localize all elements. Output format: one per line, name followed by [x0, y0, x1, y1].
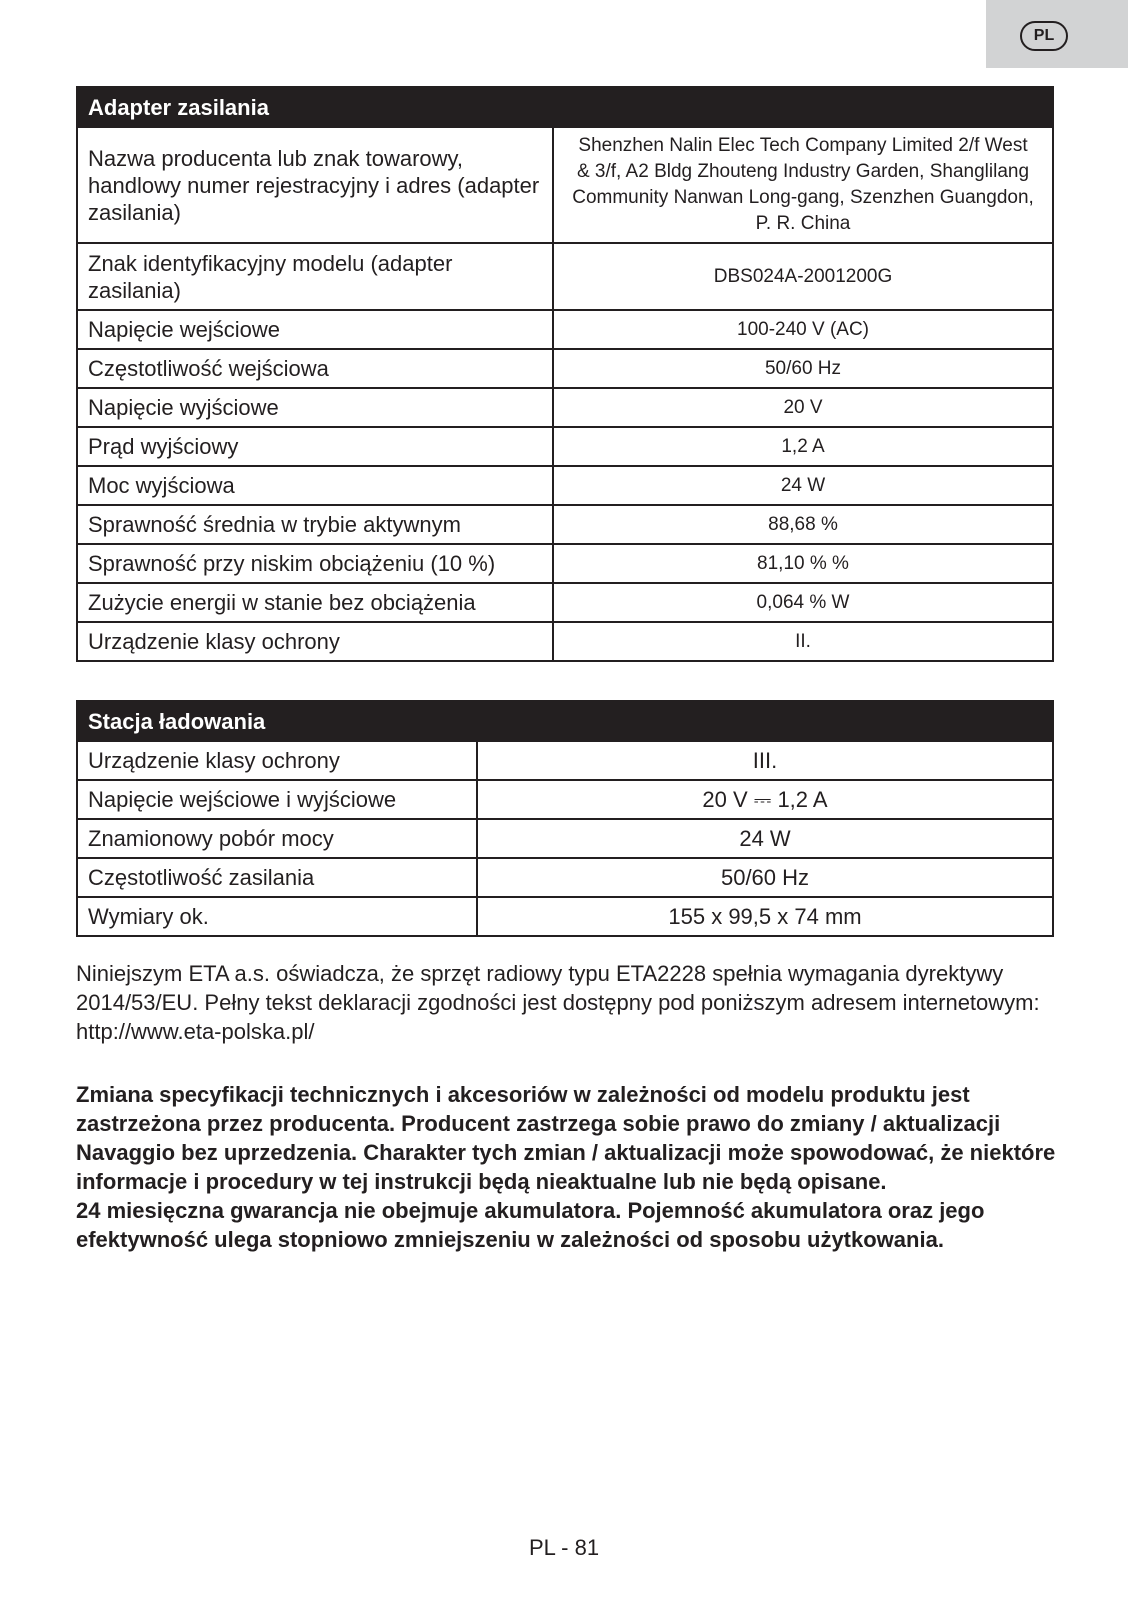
- page-number: PL - 81: [528, 1535, 600, 1560]
- spec-label: Napięcie wejściowe i wyjściowe: [77, 780, 477, 819]
- adapter-table-title: Adapter zasilania: [77, 87, 1053, 127]
- spec-value: III.: [477, 741, 1053, 780]
- notice-block: [76, 1080, 1056, 1254]
- charging-station-spec-table: [76, 700, 1054, 937]
- spec-value: 1,2 A: [553, 427, 1053, 466]
- spec-label: Nazwa producenta lub znak towarowy, handlowy numer rejestracyjny i adres (adapter zasilania): [77, 127, 553, 243]
- table-row: [77, 819, 1053, 858]
- table-row: [77, 466, 1053, 505]
- spec-value: 100-240 V (AC): [553, 310, 1053, 349]
- warranty-notice: 24 miesięczna gwarancja nie obejmuje akumulatora. Pojemność akumulatora oraz jego efektywność ulega stopniowo zmniejszeniu w zależności od sposobu użytkowania.: [76, 1198, 985, 1252]
- spec-label: Sprawność przy niskim obciążeniu (10 %): [77, 544, 553, 583]
- spec-value: 20 V: [553, 388, 1053, 427]
- spec-change-notice: Zmiana specyfikacji technicznych i akcesoriów w zależności od modelu produktu jest zastrzeżona przez producenta. Producent zastrzega sobie prawo do zmiany / aktualizacji Navaggio bez uprzedzenia. Charakter tych zmian / aktualizacji może spowodować, że niektóre informacje i procedury w tej instrukcji będą nieaktualne lub nie będą opisane.: [76, 1082, 1056, 1194]
- table-header-row: [77, 701, 1053, 741]
- spec-value: 20 V ⎓ 1,2 A: [477, 780, 1053, 819]
- spec-value: DBS024A-2001200G: [553, 243, 1053, 310]
- spec-label: Sprawność średnia w trybie aktywnym: [77, 505, 553, 544]
- spec-label: Znamionowy pobór mocy: [77, 819, 477, 858]
- table-row: [77, 310, 1053, 349]
- table-row: [77, 349, 1053, 388]
- table-row: [77, 897, 1053, 936]
- table-row: [77, 583, 1053, 622]
- spec-value: 24 W: [477, 819, 1053, 858]
- spec-label: Znak identyfikacyjny modelu (adapter zasilania): [77, 243, 553, 310]
- spec-label: Napięcie wejściowe: [77, 310, 553, 349]
- spec-label: Częstotliwość wejściowa: [77, 349, 553, 388]
- table-row: [77, 505, 1053, 544]
- spec-value: 50/60 Hz: [477, 858, 1053, 897]
- table-row: [77, 544, 1053, 583]
- table-header-row: [77, 87, 1053, 127]
- spec-label: Urządzenie klasy ochrony: [77, 622, 553, 661]
- spec-value: 88,68 %: [553, 505, 1053, 544]
- spec-value: 0,064 % W: [553, 583, 1053, 622]
- spec-value: 81,10 % %: [553, 544, 1053, 583]
- declaration-paragraph: Niniejszym ETA a.s. oświadcza, że sprzęt radiowy typu ETA2228 spełnia wymagania dyrektywy 2014/53/EU. Pełny tekst deklaracji zgodności jest dostępny pod poniższym adresem internetowym: http://www.eta-polska.pl/: [76, 961, 1040, 1044]
- table-row: [77, 388, 1053, 427]
- spec-label: Zużycie energii w stanie bez obciążenia: [77, 583, 553, 622]
- table-row: [77, 127, 1053, 243]
- spec-value: II.: [553, 622, 1053, 661]
- spec-label: Moc wyjściowa: [77, 466, 553, 505]
- spec-label: Wymiary ok.: [77, 897, 477, 936]
- spec-label: Częstotliwość zasilania: [77, 858, 477, 897]
- table-row: [77, 243, 1053, 310]
- spec-label: Urządzenie klasy ochrony: [77, 741, 477, 780]
- spec-value: Shenzhen Nalin Elec Tech Company Limited 2/f West & 3/f, A2 Bldg Zhouteng Industry Garden, Shanglilang Community Nanwan Long-gang, Szenzhen Guangdon, P. R. China: [553, 127, 1053, 243]
- adapter-spec-table: [76, 86, 1054, 662]
- language-badge: PL: [1020, 21, 1068, 51]
- spec-value: 50/60 Hz: [553, 349, 1053, 388]
- table-row: [77, 427, 1053, 466]
- spec-value: 24 W: [553, 466, 1053, 505]
- station-table-title: Stacja ładowania: [77, 701, 1053, 741]
- table-row: [77, 741, 1053, 780]
- table-row: [77, 622, 1053, 661]
- spec-label: Prąd wyjściowy: [77, 427, 553, 466]
- spec-label: Napięcie wyjściowe: [77, 388, 553, 427]
- table-row: [77, 858, 1053, 897]
- spec-value: 155 x 99,5 x 74 mm: [477, 897, 1053, 936]
- table-row: [77, 780, 1053, 819]
- language-tab: [986, 0, 1128, 68]
